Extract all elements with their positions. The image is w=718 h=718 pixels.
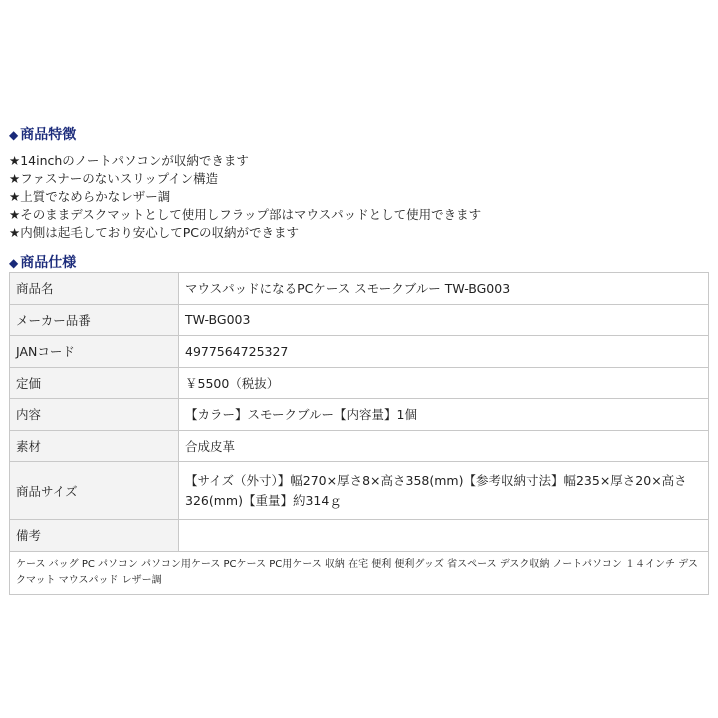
feature-item: ★14inchのノートパソコンが収納できます <box>9 153 249 168</box>
feature-item: ★ファスナーのないスリップイン構造 <box>9 171 219 186</box>
spec-heading-title: 商品仕様 <box>20 255 77 271</box>
spec-label: 備考 <box>10 520 179 552</box>
keywords-text: ケース バッグ PC パソコン パソコン用ケース PCケース PC用ケース 収納 在宅 便利 便利グッズ 省スペース デスク収納 ノートパソコン １４インチ デスクマット マウスパッド レザー調 <box>10 551 709 594</box>
spec-row-size <box>10 462 709 520</box>
spec-label: 商品名 <box>10 273 179 305</box>
feature-list <box>9 152 481 242</box>
spec-heading <box>9 252 76 272</box>
spec-value: 合成皮革 <box>179 430 709 462</box>
spec-value: マウスパッドになるPCケース スモークブルー TW-BG003 <box>179 273 709 305</box>
spec-row-material <box>10 430 709 462</box>
feature-item: ★そのままデスクマットとして使用しフラップ部はマウスパッドとして使用できます <box>9 207 482 222</box>
spec-value: 【カラー】スモークブルー【内容量】1個 <box>179 399 709 431</box>
spec-row-price <box>10 367 709 399</box>
spec-label: メーカー品番 <box>10 304 179 336</box>
spec-value <box>179 520 709 552</box>
spec-row-notes <box>10 520 709 552</box>
feature-item: ★上質でなめらかなレザー調 <box>9 189 171 204</box>
spec-value: 4977564725327 <box>179 336 709 368</box>
spec-row-jan-code <box>10 336 709 368</box>
diamond-icon: ◆ <box>9 256 19 270</box>
spec-row-product-name <box>10 273 709 305</box>
spec-label: 定価 <box>10 367 179 399</box>
spec-row-model-number <box>10 304 709 336</box>
spec-label: 商品サイズ <box>10 462 179 520</box>
spec-value: 【サイズ（外寸）】幅270×厚さ8×高さ358(mm)【参考収納寸法】幅235×厚さ20×高さ326(mm)【重量】約314ｇ <box>179 462 709 520</box>
spec-value: ￥5500（税抜） <box>179 367 709 399</box>
diamond-icon: ◆ <box>9 128 19 142</box>
features-heading-title: 商品特徴 <box>20 127 77 143</box>
spec-row-keywords <box>10 551 709 594</box>
features-heading <box>9 124 76 144</box>
spec-row-contents <box>10 399 709 431</box>
spec-label: 内容 <box>10 399 179 431</box>
spec-table <box>9 272 709 595</box>
spec-label: 素材 <box>10 430 179 462</box>
spec-value: TW-BG003 <box>179 304 709 336</box>
spec-label: JANコード <box>10 336 179 368</box>
feature-item: ★内側は起毛しており安心してPCの収納ができます <box>9 225 299 240</box>
